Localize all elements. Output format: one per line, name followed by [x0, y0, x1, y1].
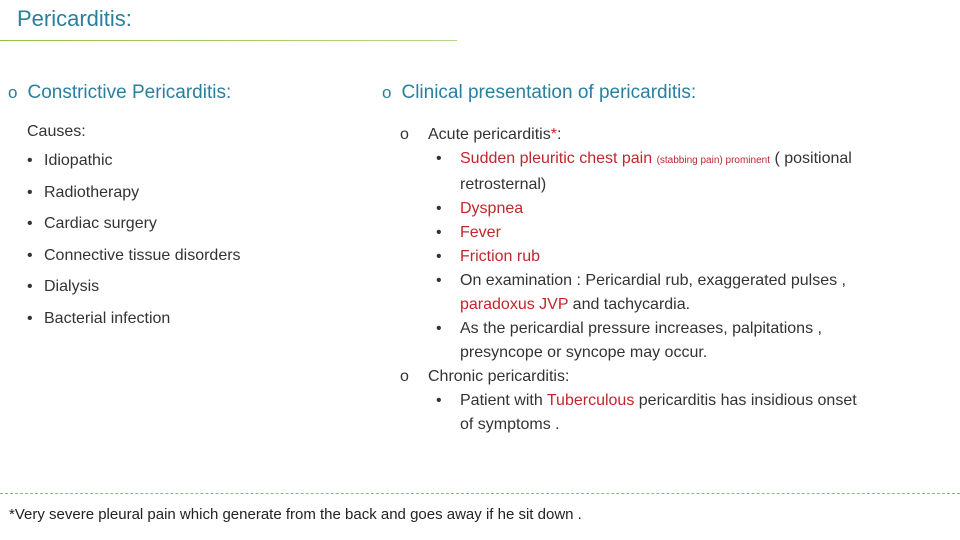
- bullet-icon: •: [436, 150, 442, 167]
- list-item: • Cardiac surgery: [27, 215, 157, 233]
- bullet-icon: •: [436, 248, 442, 265]
- bullet-icon: •: [27, 309, 33, 327]
- list-item: • Patient with Tuberculous pericarditis has insidious onset: [400, 389, 955, 413]
- left-heading-text: Constrictive Pericarditis:: [27, 82, 232, 103]
- bullet-icon: •: [27, 215, 33, 233]
- bullet-icon: •: [436, 392, 442, 409]
- list-item-continuation: retrosternal): [460, 176, 547, 193]
- bullet-icon: •: [27, 183, 33, 201]
- list-item-continuation: presyncope or syncope may occur.: [460, 344, 708, 361]
- bullet-icon: •: [436, 224, 442, 241]
- list-item: • Idiopathic: [27, 152, 113, 169]
- list-item: • Connective tissue disorders: [27, 246, 241, 264]
- causes-list: [27, 152, 241, 342]
- title-underline: [0, 40, 457, 41]
- right-heading: [382, 82, 696, 104]
- bullet-icon: •: [436, 200, 442, 217]
- list-item-continuation: of symptoms .: [460, 416, 560, 433]
- footnote: *Very severe pleural pain which generate from the back and goes away if he sit down .: [9, 506, 582, 523]
- list-item: • Sudden pleuritic chest pain (stabbing pain) prominent ( positional: [400, 147, 955, 173]
- bullet-icon: •: [27, 278, 33, 296]
- right-heading-text: Clinical presentation of pericarditis:: [401, 82, 697, 103]
- list-item-continuation: paradoxus JVP and tachycardia.: [460, 296, 691, 313]
- circle-bullet-icon: o: [400, 126, 409, 143]
- circle-bullet-icon: o: [400, 368, 409, 385]
- footnote-divider: [0, 493, 960, 494]
- list-item: • As the pericardial pressure increases, palpitations ,: [400, 317, 955, 341]
- list-item: • Dyspnea: [400, 197, 955, 221]
- list-item: • Dialysis: [27, 278, 100, 296]
- circle-bullet-icon: o: [8, 83, 18, 102]
- list-item: • Bacterial infection: [27, 309, 171, 327]
- list-item: • Fever: [400, 221, 955, 245]
- clinical-presentation-body: [400, 123, 955, 437]
- bullet-icon: •: [436, 272, 442, 289]
- bullet-icon: •: [27, 152, 33, 169]
- bullet-icon: •: [436, 320, 442, 337]
- acute-item: o Acute pericarditis*:: [400, 123, 955, 147]
- circle-bullet-icon: o: [382, 83, 392, 102]
- causes-label: Causes:: [27, 123, 86, 140]
- left-heading: [8, 82, 231, 104]
- list-item: • Friction rub: [400, 245, 955, 269]
- bullet-icon: •: [27, 246, 33, 264]
- list-item: • On examination : Pericardial rub, exaggerated pulses ,: [400, 269, 955, 293]
- page-title: Pericarditis:: [17, 6, 132, 31]
- list-item: • Radiotherapy: [27, 183, 140, 201]
- chronic-item: o Chronic pericarditis:: [400, 365, 955, 389]
